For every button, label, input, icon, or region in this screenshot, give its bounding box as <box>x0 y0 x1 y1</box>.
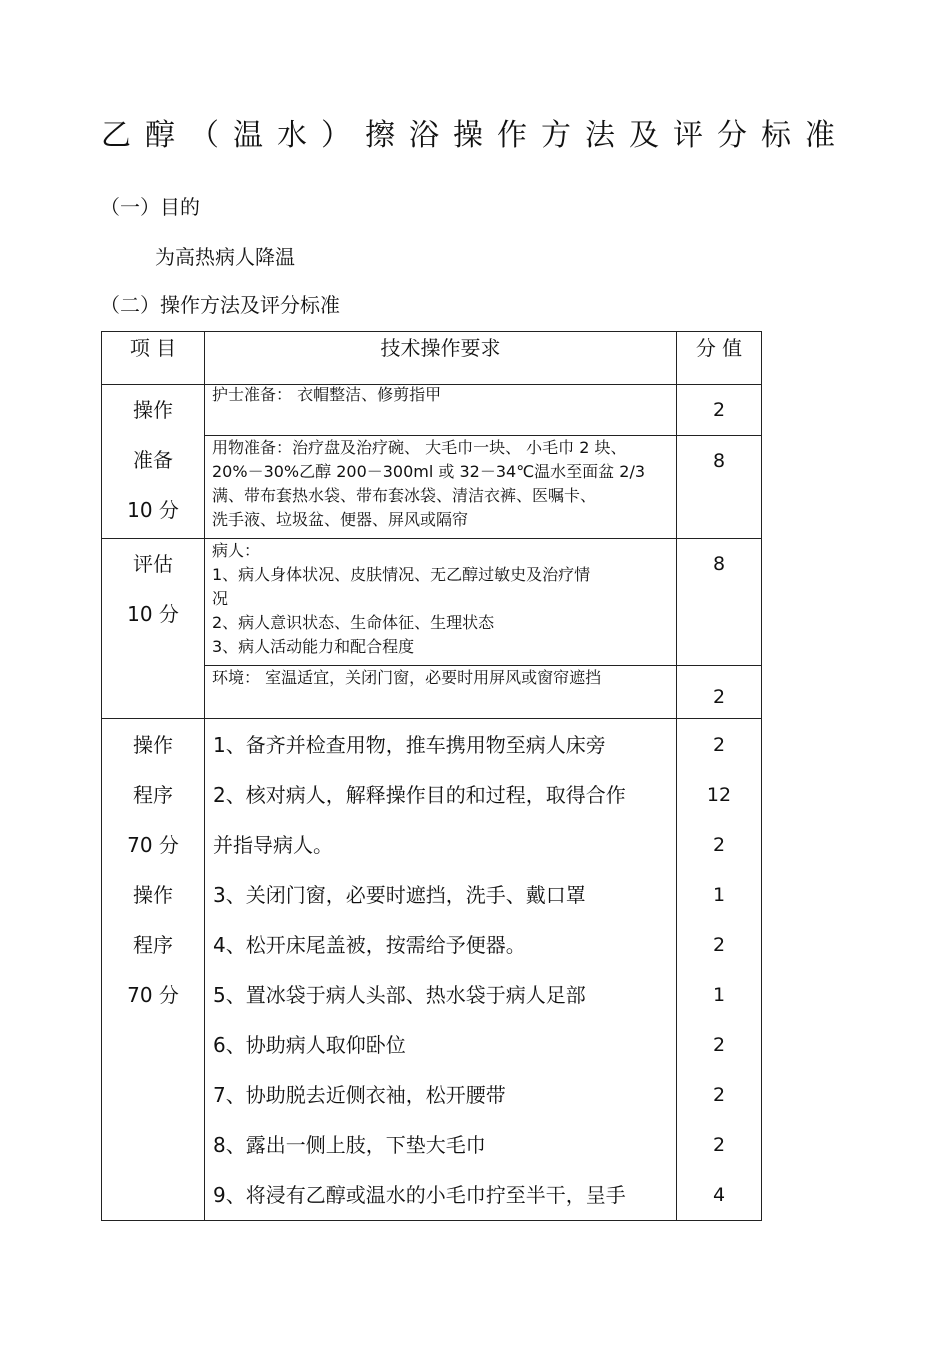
step-score: 4 <box>712 1184 726 1206</box>
score-cell: 2 <box>677 385 762 436</box>
category-text: 程序 <box>133 933 173 957</box>
category-text: 10 分 <box>127 498 179 522</box>
category-assess <box>102 539 205 719</box>
requirement-cell <box>205 666 677 719</box>
step-score: 2 <box>712 1134 726 1156</box>
requirement-line: 3、病人活动能力和配合程度 <box>212 637 415 656</box>
step-score: 2 <box>712 934 726 956</box>
section-method-heading: （二）操作方法及评分标准 <box>100 293 340 317</box>
requirement-line: 护士准备： 衣帽整洁、修剪指甲 <box>212 385 442 404</box>
procedure-step: 8、露出一侧上肢，下垫大毛巾 <box>213 1133 486 1157</box>
procedure-step: 6、协助病人取仰卧位 <box>213 1033 406 1057</box>
table-row <box>102 539 762 666</box>
step-score: 1 <box>712 884 726 906</box>
category-prep <box>102 385 205 539</box>
requirement-cell <box>205 385 677 436</box>
procedure-step: 4、松开床尾盖被，按需给予便器。 <box>213 933 526 957</box>
step-score: 2 <box>712 1034 726 1056</box>
procedure-step: 并指导病人。 <box>213 833 333 857</box>
header-item: 项 目 <box>102 332 205 385</box>
requirement-cell <box>205 539 677 666</box>
step-score: 2 <box>712 834 726 856</box>
table-row <box>102 719 762 1221</box>
category-text: 操作 <box>133 883 173 907</box>
page-title: 乙醇（温水）擦浴操作方法及评分标准 <box>101 118 849 153</box>
category-text: 10 分 <box>127 602 179 626</box>
requirement-line: 病人： <box>212 541 261 560</box>
procedure-steps-cell <box>205 719 677 1221</box>
procedure-step: 7、协助脱去近侧衣袖，松开腰带 <box>213 1083 506 1107</box>
procedure-scores-cell <box>677 719 762 1221</box>
requirement-line: 1、病人身体状况、皮肤情况、无乙醇过敏史及治疗情 <box>212 565 591 584</box>
category-text: 操作 <box>133 398 173 422</box>
purpose-text: 为高热病人降温 <box>155 245 295 269</box>
category-text: 70 分 <box>127 983 179 1007</box>
requirement-cell <box>205 436 677 539</box>
category-procedure <box>102 719 205 1221</box>
score-cell: 2 <box>677 666 762 719</box>
scoring-table <box>101 331 762 1221</box>
header-requirement: 技术操作要求 <box>205 332 677 385</box>
step-score: 1 <box>712 984 726 1006</box>
category-text: 操作 <box>133 733 173 757</box>
category-text: 准备 <box>133 448 173 472</box>
requirement-line: 环境： 室温适宜，关闭门窗，必要时用屏风或窗帘遮挡 <box>212 668 602 687</box>
procedure-step: 3、关闭门窗，必要时遮挡，洗手、戴口罩 <box>213 883 586 907</box>
procedure-step: 9、将浸有乙醇或温水的小毛巾拧至半干，呈手 <box>213 1183 626 1207</box>
requirement-line: 2、病人意识状态、生命体征、生理状态 <box>212 613 495 632</box>
procedure-step: 5、置冰袋于病人头部、热水袋于病人足部 <box>213 983 586 1007</box>
category-text: 70 分 <box>127 833 179 857</box>
step-score: 2 <box>712 1084 726 1106</box>
category-text: 程序 <box>133 783 173 807</box>
header-score: 分 值 <box>677 332 762 385</box>
step-score: 12 <box>706 784 732 806</box>
score-cell: 8 <box>677 436 762 539</box>
requirement-line: 用物准备：治疗盘及治疗碗、 大毛巾一块、 小毛巾 2 块、 <box>212 438 627 457</box>
section-purpose-heading: （一）目的 <box>100 195 200 219</box>
table-header-row <box>102 332 762 385</box>
requirement-line: 20%－30%乙醇 200－300ml 或 32－34℃温水至面盆 2/3 <box>212 462 646 481</box>
procedure-step: 1、备齐并检查用物，推车携用物至病人床旁 <box>213 733 606 757</box>
category-text: 评估 <box>133 552 173 576</box>
procedure-step: 2、核对病人，解释操作目的和过程，取得合作 <box>213 783 626 807</box>
step-score: 2 <box>712 734 726 756</box>
score-cell: 8 <box>677 539 762 666</box>
requirement-line: 满、带布套热水袋、带布套冰袋、清洁衣裤、医嘱卡、 <box>212 486 597 505</box>
requirement-line: 洗手液、垃圾盆、便器、屏风或隔帘 <box>212 510 469 529</box>
requirement-line: 况 <box>212 589 229 608</box>
table-row <box>102 385 762 436</box>
